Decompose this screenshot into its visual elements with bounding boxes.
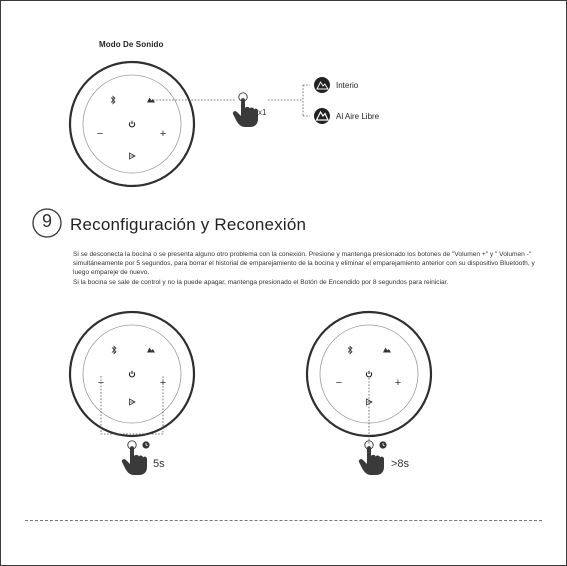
volume-plus-icon: + [394,377,402,389]
speaker-bottom-left [70,312,194,436]
press-hand-icon [233,93,258,127]
volume-plus-icon: + [159,128,167,140]
bottom-divider [25,520,542,521]
hold-duration-right: >8s [391,458,410,470]
instructions-paragraph-2: Si la bocina se sale de control y no la puede apagar, mantenga presionado el Botón de Encendido por 8 segundos para reiniciar. [73,278,449,286]
volume-minus-icon: − [96,128,104,140]
volume-minus-icon: − [335,377,343,389]
volume-plus-icon: + [159,377,167,389]
section-title: Reconfiguración y Reconexión [70,215,307,234]
option-indoor-label: Interio [336,81,359,90]
sound-mode-title: Modo De Sonido [99,40,164,49]
option-bracket [268,85,310,116]
clock-icon [379,441,386,448]
hold-duration-left: 5s [153,458,165,470]
instructions-text [73,250,543,287]
volume-minus-icon: − [97,377,105,389]
section-number: 9 [41,211,52,231]
clock-icon [142,441,149,448]
speaker-top [70,62,194,186]
option-outdoor-label: Al Aire Libre [336,112,380,121]
mountain-icon [314,108,330,124]
instructions-paragraph-1: Si se desconecta la bocina o se presenta alguno otro problema con la conexión. Presione y mantenga presionado los botones de "Volumen +" y " Volumen -" simultáneamente por 5 segundos, para borrar el historial de emparejamiento de la bocina y eliminar el emparejamiento anterior con su dispositivo Bluetooth, y luego empareje de nuevo. [73,251,535,277]
press-count: x1 [258,108,267,117]
